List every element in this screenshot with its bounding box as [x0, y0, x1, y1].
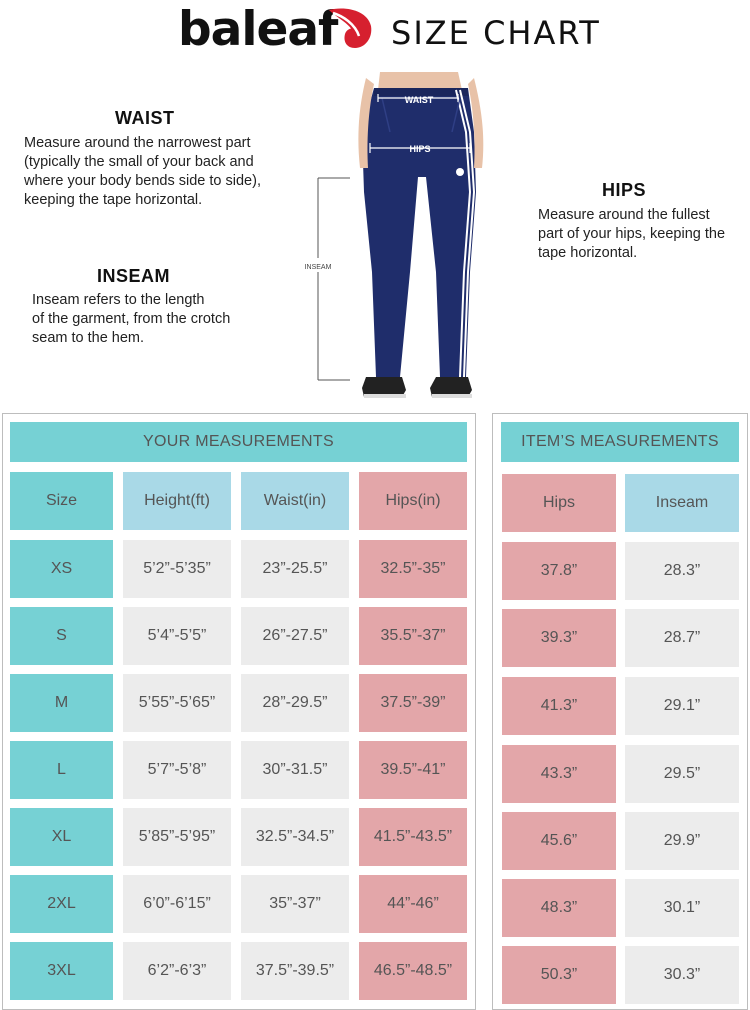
hips-cell: 44”-46”: [359, 875, 467, 933]
your-measurements-panel: [2, 413, 476, 1010]
size-cell: L: [10, 741, 113, 799]
height-cell: 5’55”-5’65”: [123, 674, 231, 732]
waist-cell: 23”-25.5”: [241, 540, 349, 598]
size-cell: 3XL: [10, 942, 113, 1000]
item-hips-cell: 45.6”: [502, 812, 616, 870]
item-inseam-cell: 29.5”: [625, 745, 739, 803]
size-cell: 2XL: [10, 875, 113, 933]
header-size: Size: [10, 472, 113, 530]
item-measurements-panel: [492, 413, 748, 1010]
hips-description: Measure around the fullest part of your hips, keeping the tape horizontal.: [538, 207, 726, 261]
brand-name: baleaf: [178, 2, 338, 57]
size-chart-title: SIZE CHART: [391, 14, 601, 52]
header-waist: Waist(in): [241, 472, 349, 530]
header-hips: Hips(in): [359, 472, 467, 530]
hips-cell: 46.5”-48.5”: [359, 942, 467, 1000]
item-inseam-cell: 30.3”: [625, 946, 739, 1004]
hips-cell: 35.5”-37”: [359, 607, 467, 665]
baleaf-leaf-logo: [325, 4, 375, 50]
item-inseam-cell: 30.1”: [625, 879, 739, 937]
pants-figure: [290, 72, 500, 407]
item-measurements-title: ITEM’S MEASUREMENTS: [501, 422, 739, 462]
hips-cell: 37.5”-39”: [359, 674, 467, 732]
waist-cell: 26”-27.5”: [241, 607, 349, 665]
item-hips-cell: 48.3”: [502, 879, 616, 937]
height-cell: 5’7”-5’8”: [123, 741, 231, 799]
your-measurements-title: YOUR MEASUREMENTS: [10, 422, 467, 462]
height-cell: 5’4”-5’5”: [123, 607, 231, 665]
size-cell: M: [10, 674, 113, 732]
waist-cell: 32.5”-34.5”: [241, 808, 349, 866]
height-cell: 5’2”-5’35”: [123, 540, 231, 598]
item-header-inseam: Inseam: [625, 474, 739, 532]
waist-description: Measure around the narrowest part (typically the small of your back and where your body bends side to side), keeping the tape horizontal.: [24, 135, 261, 208]
waist-cell: 28”-29.5”: [241, 674, 349, 732]
hips-cell: 39.5”-41”: [359, 741, 467, 799]
item-header-hips: Hips: [502, 474, 616, 532]
height-cell: 6’0”-6’15”: [123, 875, 231, 933]
item-hips-cell: 39.3”: [502, 609, 616, 667]
waist-cell: 30”-31.5”: [241, 741, 349, 799]
hips-cell: 32.5”-35”: [359, 540, 467, 598]
item-hips-cell: 37.8”: [502, 542, 616, 600]
item-hips-cell: 41.3”: [502, 677, 616, 735]
height-cell: 5’85”-5’95”: [123, 808, 231, 866]
height-cell: 6’2”-6’3”: [123, 942, 231, 1000]
waist-cell: 37.5”-39.5”: [241, 942, 349, 1000]
item-hips-cell: 43.3”: [502, 745, 616, 803]
item-inseam-cell: 28.3”: [625, 542, 739, 600]
size-cell: S: [10, 607, 113, 665]
item-inseam-cell: 29.1”: [625, 677, 739, 735]
item-inseam-cell: 29.9”: [625, 812, 739, 870]
inseam-heading: INSEAM: [97, 266, 171, 286]
item-inseam-cell: 28.7”: [625, 609, 739, 667]
hips-heading: HIPS: [602, 180, 647, 200]
waist-heading: WAIST: [115, 108, 175, 128]
size-cell: XS: [10, 540, 113, 598]
size-cell: XL: [10, 808, 113, 866]
header-height: Height(ft): [123, 472, 231, 530]
item-hips-cell: 50.3”: [502, 946, 616, 1004]
waist-cell: 35”-37”: [241, 875, 349, 933]
hips-guide-label: HIPS: [409, 144, 431, 154]
pants-illustration: [362, 88, 476, 377]
hips-cell: 41.5”-43.5”: [359, 808, 467, 866]
inseam-guide-label: INSEAM: [304, 264, 332, 271]
inseam-description: Inseam refers to the length of the garment, from the crotch seam to the hem.: [32, 292, 231, 346]
waist-guide-label: WAIST: [404, 95, 434, 105]
